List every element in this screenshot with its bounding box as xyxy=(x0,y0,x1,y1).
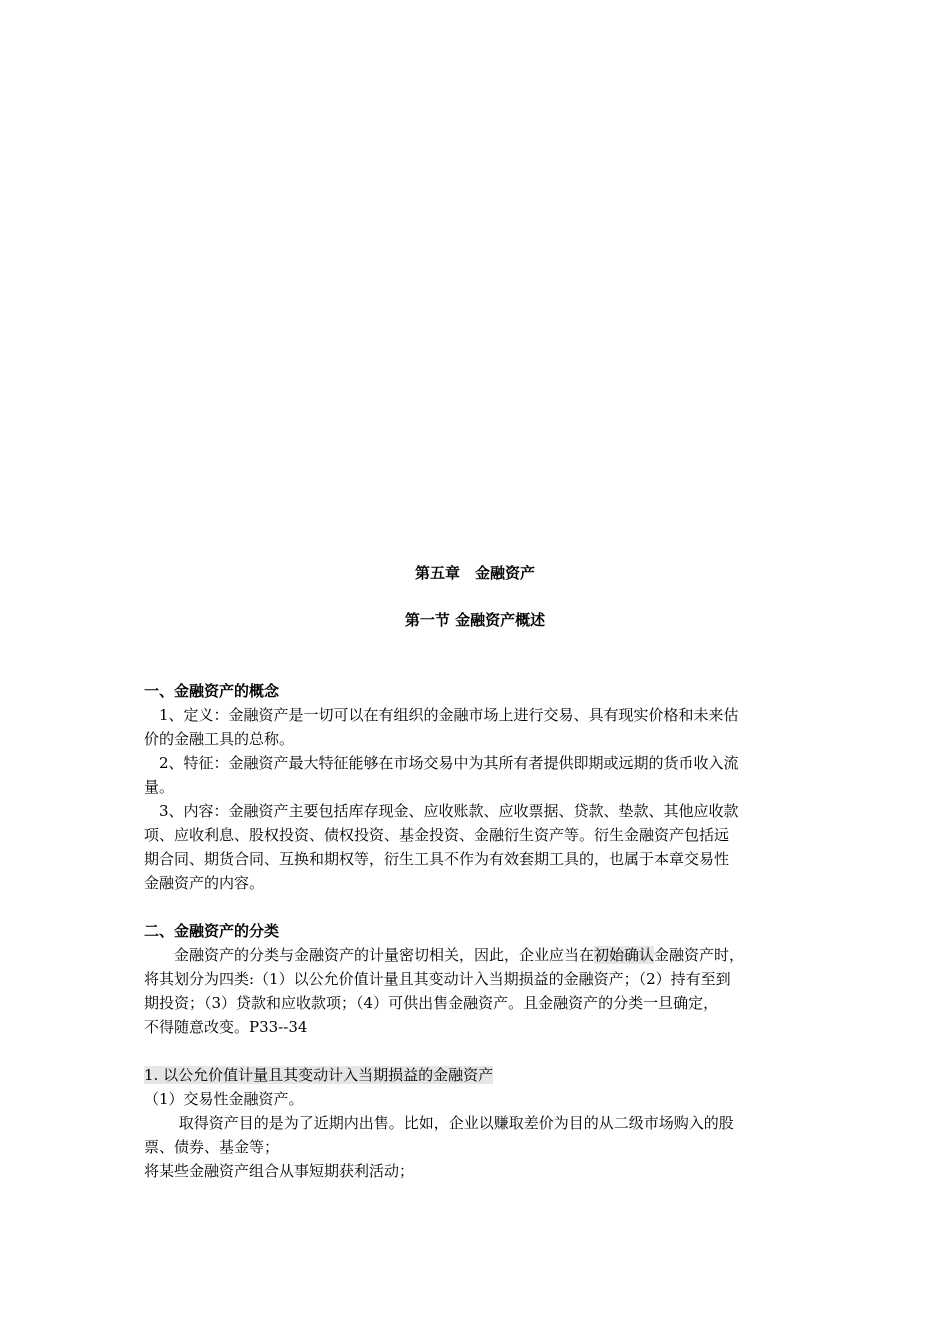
definition-paragraph xyxy=(144,703,824,751)
text-line: 将某些金融资产组合从事短期获利活动； xyxy=(144,1162,415,1180)
heading-concept: 一、金融资产的概念 xyxy=(144,682,280,700)
text-line: 将其划分为四类:（1）以公允价值计量且其变动计入当期损益的金融资产；（2）持有至到 xyxy=(144,970,731,988)
text-line: 2、特征：金融资产最大特征能够在市场交易中为其所有者提供即期或远期的货币收入流 xyxy=(144,754,739,772)
highlighted-heading: 1. 以公允价值计量且其变动计入当期损益的金融资产 xyxy=(144,1066,494,1084)
text-line: 不得随意改变。P33--34 xyxy=(144,1018,308,1036)
text-line: 票、债券、基金等； xyxy=(144,1138,280,1156)
text-line: 3、内容：金融资产主要包括库存现金、应收账款、应收票据、贷款、垫款、其他应收款 xyxy=(144,802,739,820)
text-line: 期合同、期货合同、互换和期权等，衍生工具不作为有效套期工具的，也属于本章交易性 xyxy=(144,850,730,868)
text-line: 取得资产目的是为了近期内出售。比如，企业以赚取差价为目的从二级市场购入的股 xyxy=(144,1114,734,1132)
chapter-title: 第五章 金融资产 xyxy=(414,564,535,582)
subheading-fvtpl xyxy=(144,1063,824,1087)
text-span: 金融资产时， xyxy=(654,946,745,964)
text-line: 金融资产的内容。 xyxy=(144,874,265,892)
text-line xyxy=(144,943,824,967)
text-line: 价的金融工具的总称。 xyxy=(144,730,295,748)
spacer xyxy=(144,1039,824,1063)
content-paragraph xyxy=(144,799,824,895)
highlighted-term: 初始确认 xyxy=(594,946,655,964)
section-title: 第一节 金融资产概述 xyxy=(404,611,546,629)
document-body xyxy=(144,679,824,1183)
text-line: 期投资；（3）贷款和应收款项；（4）可供出售金融资产。且金融资产的分类一旦确定， xyxy=(144,994,719,1012)
text-line: 1、定义：金融资产是一切可以在有组织的金融市场上进行交易、具有现实价格和未来估 xyxy=(144,706,739,724)
text-line: 项、应收利息、股权投资、债权投资、基金投资、金融衍生资产等。衍生金融资产包括远 xyxy=(144,826,730,844)
subitem-trading-assets: （1）交易性金融资产。 xyxy=(144,1090,304,1108)
heading-classification: 二、金融资产的分类 xyxy=(144,922,280,940)
feature-paragraph xyxy=(144,751,824,799)
text-line: 量。 xyxy=(144,778,175,796)
spacer xyxy=(144,895,824,919)
classification-paragraph xyxy=(144,943,824,1039)
text-span: 金融资产的分类与金融资产的计量密切相关，因此，企业应当在 xyxy=(144,946,595,964)
